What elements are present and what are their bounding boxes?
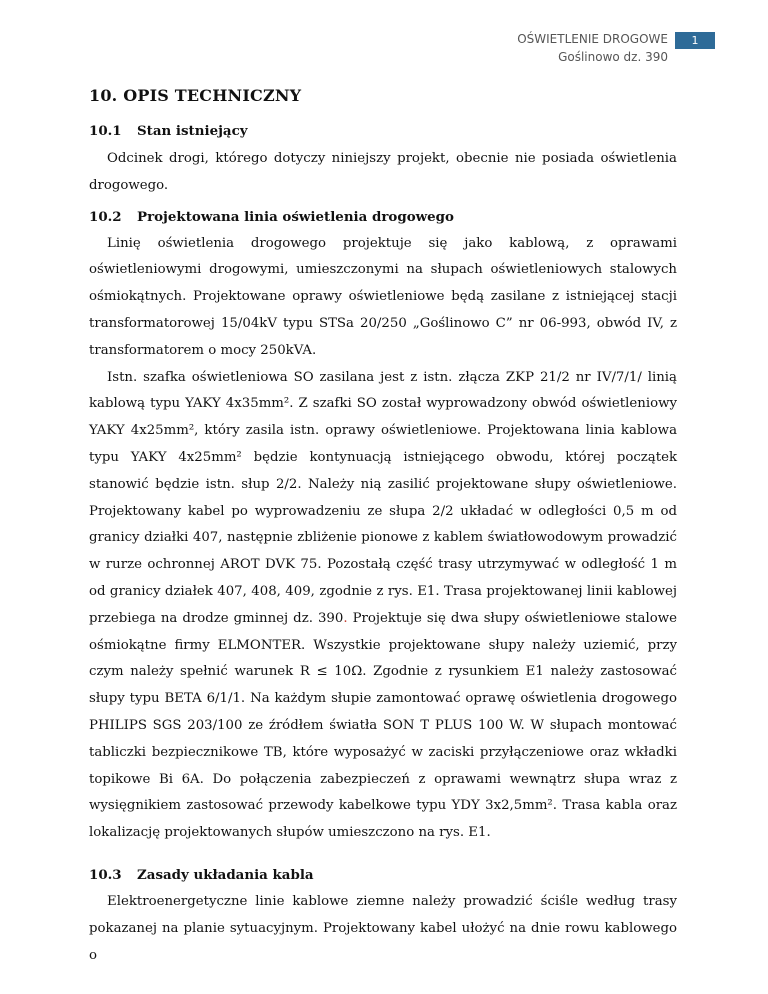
section-number: 10.2 xyxy=(89,208,122,225)
section-heading-10-2 xyxy=(89,207,677,227)
paragraph: Elektroenergetyczne linie kablowe ziemne należy prowadzić ściśle według trasy pokazanej na planie sytuacyjnym. Projektowany kabel ułożyć na dnie rowu kablowego o xyxy=(89,893,677,963)
page-number-badge: 1 xyxy=(675,32,715,49)
paragraph-text-continued: Projektuje się dwa słupy oświetleniowe stalowe ośmiokątne firmy ELMONTER. Wszystkie projektowane słupy należy uziemić, przy czym należy spełnić warunek R ≤ 10Ω. Zgodnie z rysunkiem E1 należy zastosować słupy typu BETA 6/1/1. Na każdym słupie zamontować oprawę oświetlenia drogowego PHILIPS SGS 203/100 ze źródłem światła SON T PLUS 100 W. W słupach montować tabliczki bezpiecznikowe TB, które wyposażyć w zaciski przyłączeniowe oraz wkładki topikowe Bi 6A. Do połączenia zabezpieczeń z oprawami wewnątrz słupa wraz z wysięgnikiem zastosować przewody kabelkowe typu YDY 3x2,5mm². Trasa kabla oraz lokalizację projektowanych słupów umieszczono na rys. E1. xyxy=(89,610,677,841)
header-title: OŚWIETLENIE DROGOWE xyxy=(517,32,668,46)
section-title: Projektowana linia oświetlenia drogowego xyxy=(137,208,454,225)
section-heading-10-3 xyxy=(89,865,677,885)
document-body xyxy=(89,86,677,969)
header-subtitle: Goślinowo dz. 390 xyxy=(558,50,668,64)
document-title: 10. OPIS TECHNICZNY xyxy=(89,86,302,105)
running-header xyxy=(517,30,668,66)
section-heading-10-1 xyxy=(89,121,677,141)
section-number: 10.1 xyxy=(89,123,122,139)
section-title: Zasady układania kabla xyxy=(137,866,314,883)
paragraph-text: Istn. szafka oświetleniowa SO zasilana jest z istn. złącza ZKP 21/2 nr IV/7/1/ linią kablową typu YAKY 4x35mm². Z szafki SO został wyprowadzony obwód oświetleniowy YAKY 4x25mm², który zasila istn. oprawy oświetleniowe. Projektowana linia kablowa typu YAKY 4x25mm² będzie kontynuacją istniejącego obwodu, której początek stanowić będzie istn. słup 2/2. Należy nią zasilić projektowane słupy oświetleniowe. Projektowany kabel po wyprowadzeniu ze słupa 2/2 układać w odległości 0,5 m od granicy działki 407, następnie zbliżenie pionowe z kablem światłowodowym prowadzić w rurze ochronnej AROT DVK 75. Pozostałą część trasy utrzymywać w odległość 1 m od granicy działek 407, 408, 409, zgodnie z rys. E1. Trasa projektowanej linii kablowej przebiega na drodze gminnej dz. 390 xyxy=(89,369,677,626)
section-title: Stan istniejący xyxy=(137,123,248,139)
paragraph xyxy=(89,365,677,847)
paragraph: Odcinek drogi, którego dotyczy niniejszy projekt, obecnie nie posiada oświetlenia drogowego. xyxy=(89,151,677,193)
paragraph: Linię oświetlenia drogowego projektuje się jako kablową, z oprawami oświetleniowymi drogowymi, umieszczonymi na słupach oświetleniowych stalowych ośmiokątnych. Projektowane oprawy oświetleniowe będą zasilane z istniejącej stacji transformatorowej 15/04kV typu STSa 20/250 „Goślinowo C” nr 06-993, obwód IV, z transformatorem o mocy 250kVA. xyxy=(89,235,677,358)
highlighted-period: . xyxy=(343,610,348,626)
section-number: 10.3 xyxy=(89,866,122,883)
